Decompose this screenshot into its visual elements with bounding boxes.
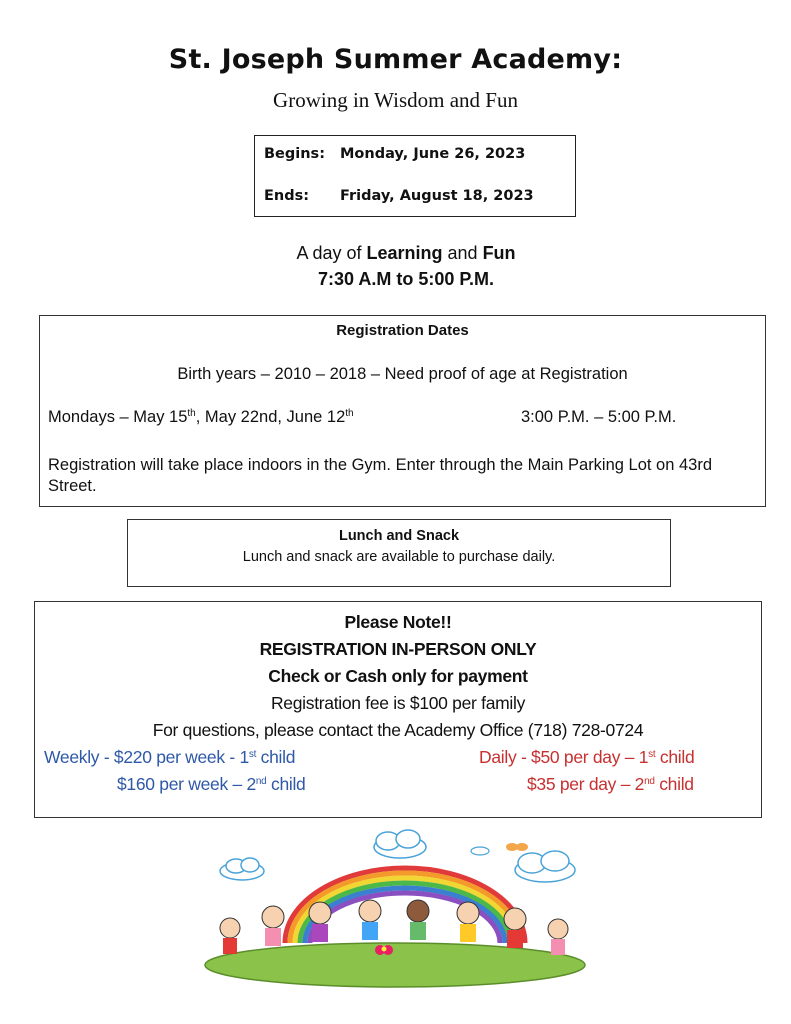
note-payment: Check or Cash only for payment [268, 666, 528, 686]
butterfly-icon [506, 843, 528, 851]
note-box [34, 601, 762, 818]
learning-word: Learning [366, 243, 443, 263]
cloud-icon [220, 858, 264, 880]
registration-time: 3:00 P.M. – 5:00 P.M. [521, 408, 677, 426]
dates-box [254, 135, 576, 217]
lunch-text: Lunch and snack are available to purchase daily. [242, 549, 556, 565]
day-description: A day of Learning and Fun [296, 243, 516, 263]
daily-price-first: Daily - $50 per day – 1st child [479, 747, 695, 767]
weekly-price-second: $160 per week – 2nd child [117, 774, 306, 794]
registration-mondays: Mondays – May 15th, May 22nd, June 12th [48, 408, 354, 426]
registration-box [39, 315, 766, 507]
birth-years: Birth years – 2010 – 2018 – Need proof of age at Registration [177, 365, 628, 383]
ends-label: Ends: [264, 188, 310, 204]
begins-label: Begins: [264, 146, 325, 162]
fun-word: Fun [482, 243, 516, 263]
grass-hill [205, 943, 585, 987]
cloud-icon [374, 830, 426, 858]
note-inperson: REGISTRATION IN-PERSON ONLY [259, 639, 537, 659]
cloud-icon [471, 847, 489, 855]
page-title: St. Joseph Summer Academy: [168, 44, 623, 75]
ends-value: Friday, August 18, 2023 [340, 188, 534, 204]
note-fee: Registration fee is $100 per family [270, 693, 526, 713]
lunch-box [127, 519, 671, 587]
lunch-heading: Lunch and Snack [338, 528, 460, 544]
page-subtitle: Growing in Wisdom and Fun [273, 88, 518, 112]
day-hours: 7:30 A.M to 5:00 P.M. [317, 269, 495, 289]
cloud-icon [515, 851, 575, 882]
rainbow-kids-illustration [190, 825, 610, 990]
registration-location: Registration will take place indoors in the Gym. Enter through the Main Parking Lot on 43rd Street. [48, 456, 713, 495]
daily-price-second: $35 per day – 2nd child [527, 774, 694, 794]
note-heading: Please Note!! [344, 612, 452, 632]
begins-value: Monday, June 26, 2023 [340, 146, 526, 162]
registration-heading: Registration Dates [336, 322, 469, 339]
weekly-price-first: Weekly - $220 per week - 1st child [44, 747, 296, 767]
note-contact: For questions, please contact the Academy Office (718) 728-0724 [152, 720, 644, 740]
